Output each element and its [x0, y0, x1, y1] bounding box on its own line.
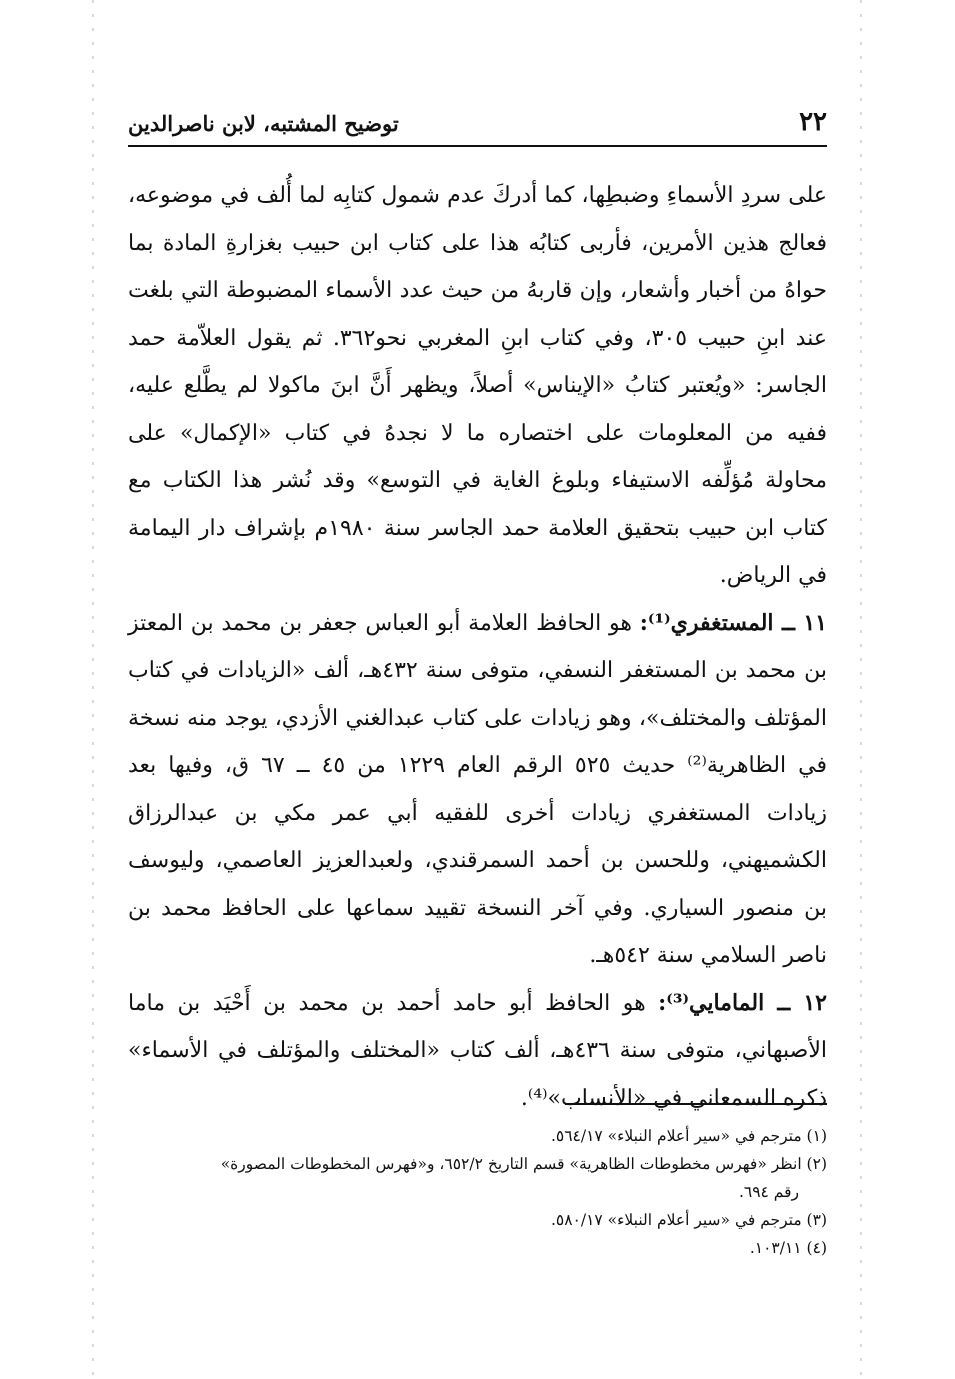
footnote-2-continuation: رقم ٦٩٤.: [738, 1183, 799, 1201]
paragraph-intro: [128, 172, 827, 600]
footnote-4: (٤) ١٠٣/١١.: [749, 1239, 827, 1257]
scan-margin-dots-left: [92, 0, 94, 1379]
scan-margin-dots-right: [860, 0, 862, 1379]
footnotes: [128, 1122, 827, 1262]
entry-heading: ١٢ ــ المامايي⁽³⁾:: [658, 989, 827, 1016]
footnote-3: (٣) مترجم في «سير أعلام النبلاء» ٥٨٠/١٧.: [550, 1211, 827, 1229]
paragraph-text: هو الحافظ العلامة أبو العباس جعفر بن محمد بن المعتز بن محمد بن المستغفر النسفي، متوفى سنة ٤٣٢هـ، ألف «الزيادات في كتاب المؤتلف والمختلف»، وهو زيادات على كتاب عبدالغني الأزدي، يوجد منه نسخة في الظاهرية⁽²⁾ حديث ٥٢٥ الرقم العام ١٢٢٩ من ٤٥ ــ ٦٧ ق، وفيها بعد زيادات المستغفري زيادات أخرى للفقيه أبي عمر مكي بن عبدالرزاق الكشميهني، وللحسن بن أحمد السمرقندي، ولعبدالعزيز العاصمي، وليوسف بن منصور السياري. وفي آخر النسخة تقييد سماعها على الحافظ محمد بن ناصر السلامي سنة ٥٤٢هـ.: [128, 610, 827, 968]
entry-11-mustaghfiri: [128, 600, 827, 980]
footnote-2: (٢) انظر «فهرس مخطوطات الظاهرية» قسم التاريخ ٦٥٢/٢، و«فهرس المخطوطات المصورة»: [220, 1155, 827, 1173]
page-number: ٢٢: [799, 107, 827, 137]
paragraph-text: هو الحافظ أبو حامد أحمد بن محمد بن أَحْيَد بن ماما الأصبهاني، متوفى سنة ٤٣٦هـ، ألف كتاب «المختلف والمؤتلف في الأسماء» ذكره السمعاني في «الأنساب»⁽⁴⁾.: [128, 990, 827, 1111]
entry-heading: ١١ ــ المستغفري⁽¹⁾:: [639, 609, 827, 636]
footnote-separator: [565, 1103, 827, 1105]
body-text: [128, 172, 827, 1122]
paragraph-text: على سردِ الأسماءِ وضبطِها، كما أدركَ عدم شمول كتابِه لما أُلف في موضوعه، فعالج هذين الأمرين، فأربى كتابُه هذا على كتاب ابن حبيب بغزارةِ المادة بما حواهُ من أخبار وأشعار، وإن قاربهُ من حيث عدد الأسماء المضبوطة التي بلغت عند ابنِ حبيب ٣٠٥، وفي كتاب ابنِ المغربي نحو٣٦٢. ثم يقول العلاّمة حمد الجاسر: «ويُعتبر كتابُ «الإيناس» أصلاً، ويظهر أَنَّ ابنَ ماكولا لم يطَّلع عليه، ففيه من المعلومات على اختصاره ما لا نجدهُ في كتاب «الإكمال» على محاولة مُؤلِّفه الاستيفاء وبلوغ الغاية في التوسع» وقد نُشر هذا الكتاب مع كتاب ابن حبيب بتحقيق العلامة حمد الجاسر سنة ١٩٨٠م بإشراف دار اليمامة في الرياض.: [128, 183, 828, 588]
footnote-1: (١) مترجم في «سير أعلام النبلاء» ٥٦٤/١٧.: [550, 1127, 827, 1145]
running-title: توضيح المشتبه، لابن ناصرالدين: [128, 111, 399, 136]
page-header: [128, 105, 827, 147]
entry-12-mamayi: [128, 980, 827, 1123]
